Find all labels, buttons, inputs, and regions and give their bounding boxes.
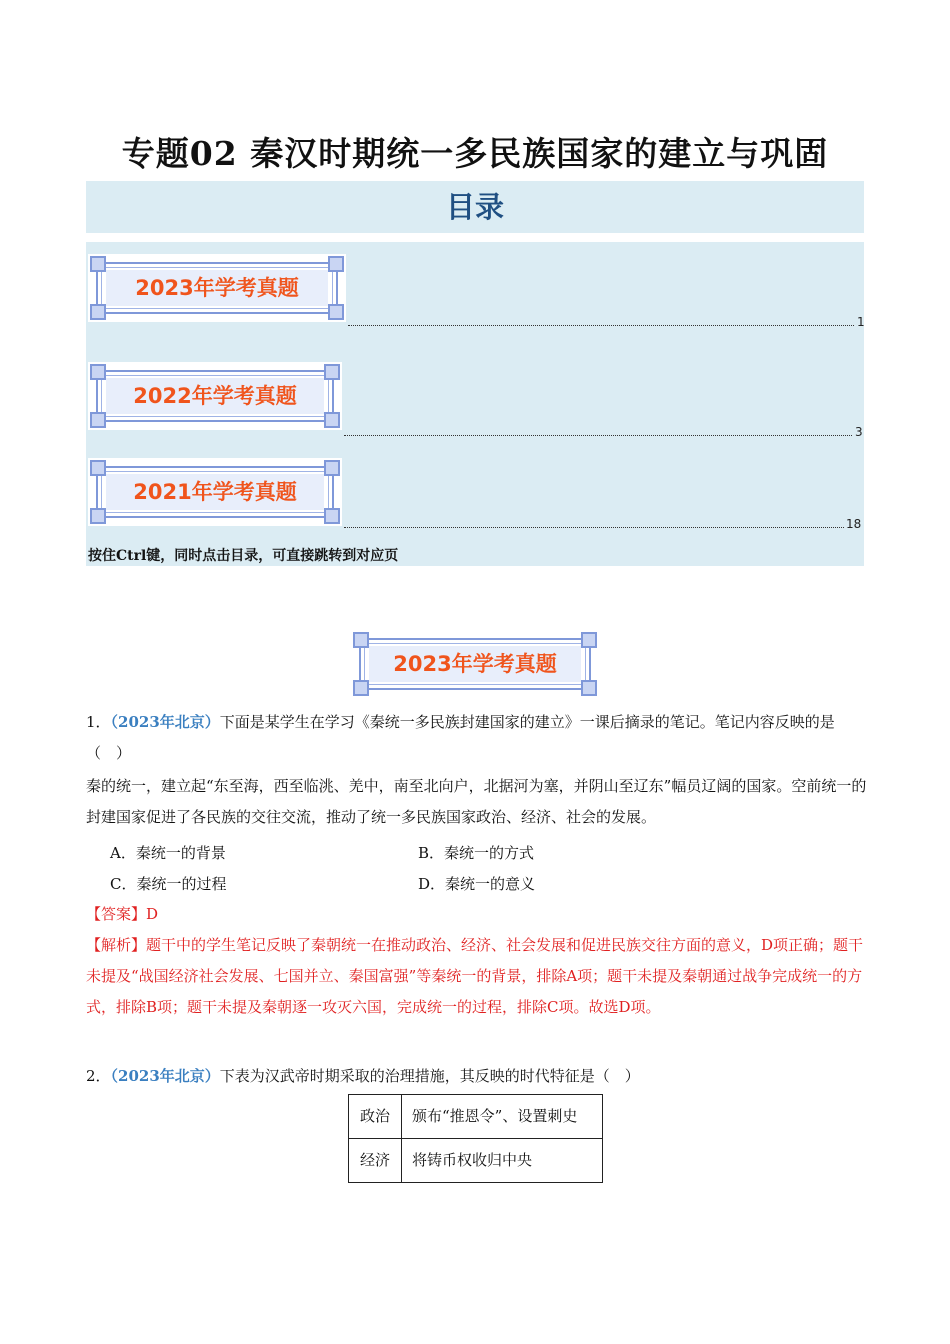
table-row [349,1139,603,1183]
question-source: （2023年北京） [110,1067,220,1085]
question-number: 2． [86,1067,111,1085]
toc-leader-dots [344,435,852,436]
question-1-stem [86,707,871,769]
measures-table [348,1094,603,1183]
question-2-stem [86,1061,871,1092]
question-text: 下面是某学生在学习《秦统一多民族封建国家的建立》一课后摘录的笔记。笔记内容反映的是（ ） [86,713,835,762]
toc-page-number: 1 [857,315,865,329]
answer-line [86,899,871,930]
toc-entry-label: 2022年学考真题 [106,378,324,414]
toc-entry-2022[interactable] [88,362,342,430]
table-cell-key: 政治 [349,1095,402,1139]
page-title: 专题02 秦汉时期统一多民族国家的建立与巩固 [121,134,829,173]
toc-entry-label: 2023年学考真题 [106,270,328,306]
analysis-label: 【解析】 [86,936,147,954]
table-cell-key: 经济 [349,1139,402,1183]
answer-value: D [146,905,159,923]
option-c: C．秦统一的过程 [110,875,227,893]
section-heading-badge [351,630,599,698]
table-cell-value: 颁布“推恩令”、设置刺史 [402,1095,603,1139]
table-cell-value: 将铸币权收归中央 [402,1139,603,1183]
toc-entry-2023[interactable] [88,254,346,322]
toc-header: 目录 [86,181,864,233]
toc-leader-dots [344,527,844,528]
toc-hint: 按住Ctrl键，同时点击目录，可直接跳转到对应页 [88,548,399,564]
analysis-text: 题干中的学生笔记反映了秦朝统一在推动政治、经济、社会发展和促进民族交往方面的意义，D项正确；题干未提及“战国经济社会发展、七国并立、秦国富强”等秦统一的背景，排除A项；题干未提及秦朝通过战争完成统一的方式，排除B项；题干未提及秦朝逐一攻灭六国，完成统一的过程，排除C项。故选D项。 [86,936,864,1016]
question-number: 1． [86,713,111,731]
question-1-material: 秦的统一，建立起“东至海，西至临洮、羌中，南至北向户，北据河为塞，并阴山至辽东”幅员辽阔的国家。空前统一的封建国家促进了各民族的交往交流，推动了统一多民族国家政治、经济、社会的发展。 [86,777,867,826]
question-text: 下表为汉武帝时期采取的治理措施，其反映的时代特征是（ ） [219,1067,640,1085]
question-source: （2023年北京） [110,713,220,731]
option-a: A．秦统一的背景 [110,844,226,862]
section-heading-label: 2023年学考真题 [369,646,581,682]
toc-page-number: 18 [846,517,862,531]
toc-page-number: 3 [855,425,863,439]
toc-entry-label: 2021年学考真题 [106,474,324,510]
analysis-block [86,930,871,1023]
toc-panel [86,242,864,566]
table-row [349,1095,603,1139]
option-d: D．秦统一的意义 [418,875,536,893]
option-b: B．秦统一的方式 [418,844,535,862]
toc-leader-dots [348,325,854,326]
toc-entry-2021[interactable] [88,458,342,526]
answer-label: 【答案】 [86,905,147,923]
